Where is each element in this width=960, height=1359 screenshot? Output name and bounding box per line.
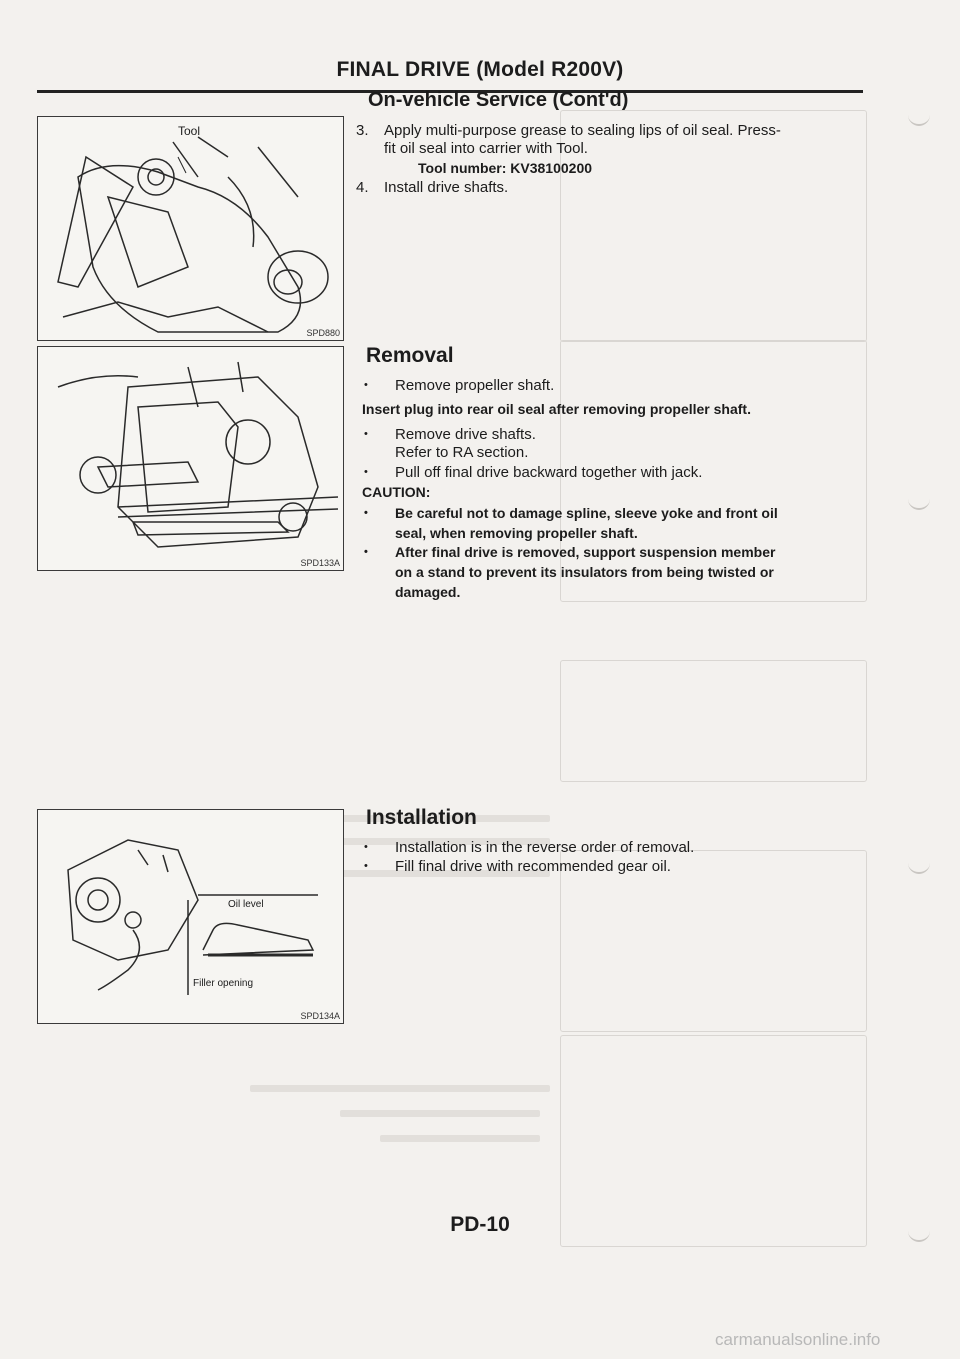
removal-note: Insert plug into rear oil seal after removing propeller shaft. (362, 401, 751, 417)
caution-bullet-2 (364, 542, 864, 604)
caution-label: CAUTION: (362, 484, 431, 500)
bullet-text: Installation is in the reverse order of removal. (395, 839, 695, 856)
bullet-dot: • (364, 379, 368, 391)
bullet-dot: • (364, 546, 368, 558)
caution-bullet-1 (364, 503, 864, 545)
show-through-figure (560, 850, 867, 1032)
caution-text-line: Be careful not to damage spline, sleeve yoke and front oil (395, 505, 778, 521)
binder-hole (908, 860, 930, 874)
figure-removal (37, 346, 344, 571)
figure-installation (37, 809, 344, 1024)
bullet-dot: • (364, 428, 368, 440)
bullet-text: Fill final drive with recommended gear oil. (395, 858, 671, 875)
removal-bullet-2 (364, 425, 844, 445)
show-through-text (380, 1135, 540, 1142)
removal-bullet-3 (364, 463, 844, 483)
figure-tool-illustration (38, 117, 343, 340)
bullet-dot: • (364, 841, 368, 853)
figure-tool-install (37, 116, 344, 341)
caution-text-line: After final drive is removed, support suspension member (395, 544, 776, 560)
installation-bullet-1 (364, 838, 844, 858)
binder-hole (908, 112, 930, 126)
show-through-figure (560, 110, 867, 342)
page-header-title: FINAL DRIVE (Model R200V) (336, 58, 624, 81)
step-4 (356, 178, 656, 198)
page-number: PD-10 (450, 1213, 510, 1236)
figure-installation-illustration (38, 810, 343, 1023)
figure-removal-illustration (38, 347, 343, 570)
section-subtitle: On-vehicle Service (Cont'd) (368, 89, 629, 111)
installation-bullet-2 (364, 857, 844, 877)
step-3 (356, 121, 876, 141)
step-text: Install drive shafts. (384, 179, 509, 196)
step-number: 3. (356, 122, 369, 139)
figure-code: SPD134A (300, 1011, 340, 1021)
caution-text-line: seal, when removing propeller shaft. (395, 525, 638, 541)
heading-removal: Removal (366, 344, 454, 367)
heading-installation: Installation (366, 806, 477, 829)
bullet-text: Remove drive shafts. (395, 426, 536, 443)
bullet-dot: • (364, 860, 368, 872)
caution-text-line: on a stand to prevent its insulators from being twisted or (395, 564, 774, 580)
show-through-text (340, 1110, 540, 1117)
step-3-continuation: fit oil seal into carrier with Tool. (384, 140, 588, 157)
caution-text-line: damaged. (395, 584, 461, 600)
bullet-text: Pull off final drive backward together with jack. (395, 464, 703, 481)
figure-code: SPD133A (300, 558, 340, 568)
watermark: carmanualsonline.info (715, 1330, 881, 1349)
binder-hole (908, 496, 930, 510)
removal-bullet-2-continuation: Refer to RA section. (395, 444, 529, 461)
step-number: 4. (356, 179, 369, 196)
tool-number: Tool number: KV38100200 (418, 160, 593, 176)
figure-code: SPD880 (306, 328, 340, 338)
removal-bullet-1 (364, 376, 844, 396)
step-text: Apply multi-purpose grease to sealing lips of oil seal. Press- (384, 122, 781, 139)
figure-label-oil-level: Oil level (228, 899, 264, 910)
figure-label-filler-opening: Filler opening (193, 978, 254, 989)
show-through-text (250, 1085, 550, 1092)
bullet-dot: • (364, 466, 368, 478)
figure-label-tool: Tool (178, 124, 201, 138)
show-through-figure (560, 660, 867, 782)
bullet-dot: • (364, 507, 368, 519)
bullet-text: Remove propeller shaft. (395, 377, 555, 394)
